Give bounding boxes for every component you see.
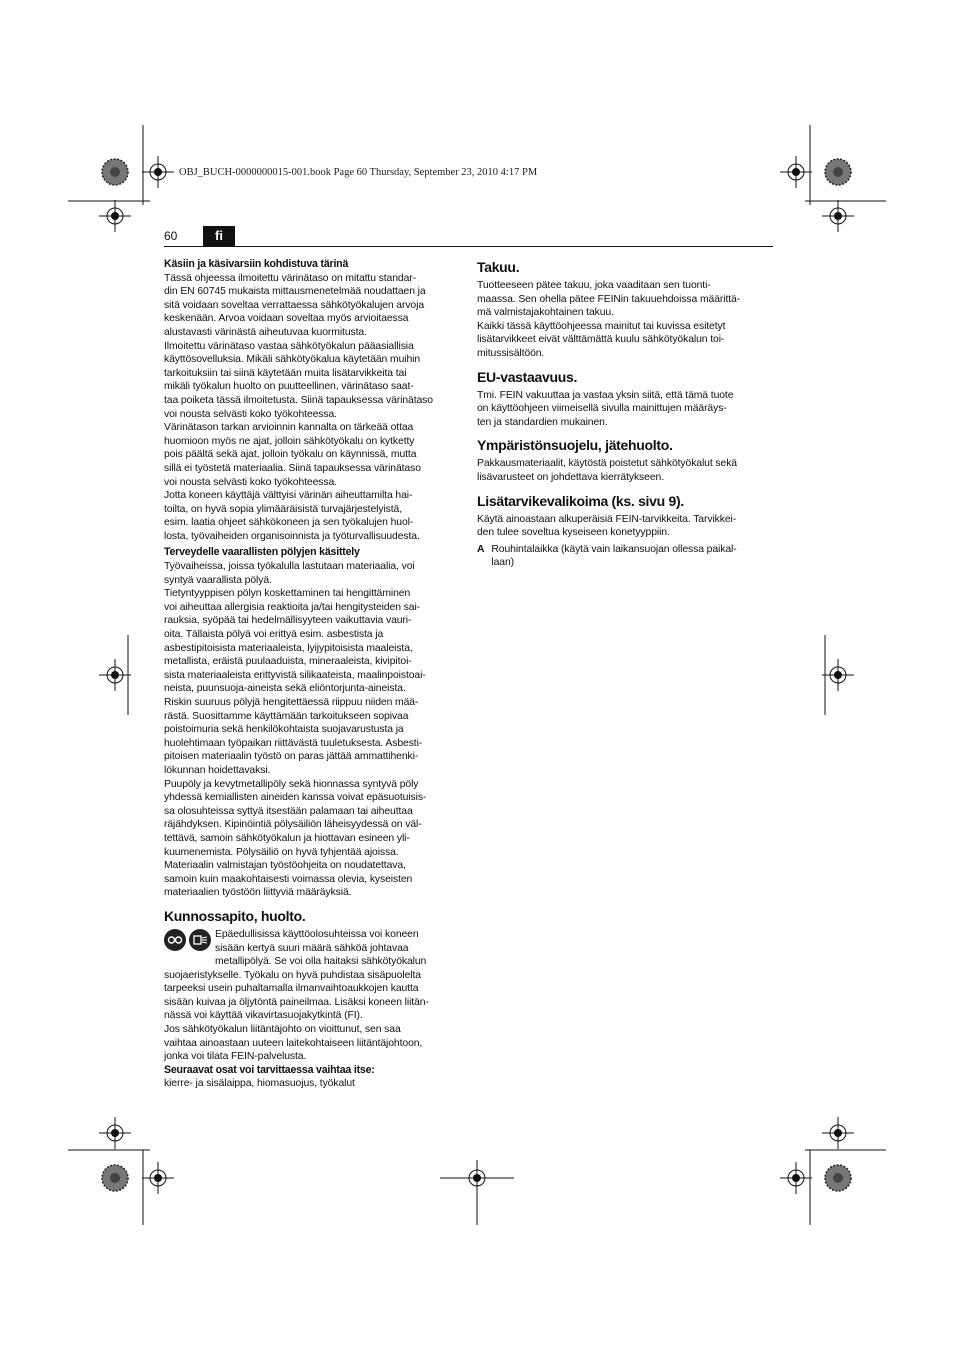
text-line: Tässä ohjeessa ilmoitettu värinätaso on mitattu standar-	[164, 272, 416, 284]
text-line: pois päältä sekä ajat, jolloin työkalu on käynnissä, mutta	[164, 449, 417, 461]
text-line: den tulee soveltua kyseiseen konetyyppiin.	[477, 527, 670, 539]
text-line: materiaalien työstöön liittyviä määräyksiä.	[164, 887, 352, 899]
text-line: lisätarvikkeet eivät välttämättä kuulu sähkötyökalun toi-	[477, 334, 725, 346]
text-line: esim. laatia ohjeet sähkökoneen ja sen työkalujen huol-	[164, 517, 414, 529]
text-line: voi nousta selvästi koko työkohteessa.	[164, 476, 337, 488]
printer-slug: OBJ_BUCH-0000000015-001.book Page 60 Thursday, September 23, 2010 4:17 PM	[179, 167, 538, 178]
text-line: Tietyntyyppisen pölyn koskettaminen tai hengittäminen	[164, 588, 411, 600]
text-line: Rouhintalaikka (käytä vain laikansuojan ollessa paikal-	[491, 543, 737, 555]
text-line: syntyä vaarallista pölyä.	[164, 574, 272, 586]
replaceable-parts-list: kierre- ja sisälaippa, hiomasuojus, työkalut	[164, 1078, 355, 1090]
text-line: mikäli työkalun huolto on puutteellinen, värinätaso saat-	[164, 381, 414, 393]
text-line: alustavasti värinästä aiheutuvaa kuormitusta.	[164, 326, 367, 338]
text-line: Ilmoitettu värinätaso vastaa sähkötyökalun pääasiallisia	[164, 340, 414, 352]
page-number: 60	[164, 229, 178, 243]
dust-heading: Terveydelle vaarallisten pölyjen käsittely	[164, 546, 360, 559]
legend-description	[491, 543, 736, 570]
accessories-heading: Lisätarvikevalikoima (ks. sivu 9).	[477, 492, 684, 509]
eu-conformity-text	[477, 389, 773, 430]
text-line: oita. Tällaista pölyä voi erittyä esim. asbestista ja	[164, 629, 384, 641]
text-line: kuumenemista. Pölysäiliö on hyvä tyhjentää ajoissa.	[164, 846, 399, 858]
text-line: Jos sähkötyökalun liitäntäjohto on vioittunut, sen saa	[164, 1024, 401, 1036]
maintenance-heading: Kunnossapito, huolto.	[164, 907, 306, 924]
text-line: maassa. Sen ohella pätee FEINin takuuehdoissa määrittä-	[477, 293, 741, 305]
warranty-text	[477, 279, 773, 361]
text-line: lisävarusteet on johdettava kierrätykseen.	[477, 471, 664, 483]
text-line: huomioon myös ne ajat, jolloin sähkötyökalu on kytketty	[164, 435, 415, 447]
maintenance-text	[164, 969, 460, 1064]
legend-key: A	[477, 543, 485, 555]
text-line: jonka voi tilata FEIN-palvelusta.	[164, 1051, 307, 1063]
text-line: neista, puunsuoja-aineista sekä eliöntorjunta-aineista.	[164, 683, 406, 695]
warranty-heading: Takuu.	[477, 259, 520, 275]
text-line: rauksia, syöpää tai hedelmällisyyteen vaikuttavia vauri-	[164, 615, 412, 627]
text-line: Tmi. FEIN vakuuttaa ja vastaa yksin siitä, että tämä tuote	[477, 389, 734, 401]
text-line: sa olosuhteissa syttyä itsestään palamaan tai aiheuttaa	[164, 805, 413, 817]
text-line: räjähdyksen. Kipinöintiä pölysäiliön läheisyydessä on väl-	[164, 819, 422, 831]
text-line: Jotta koneen käyttäjä välttyisi värinän aiheuttamilta hai-	[164, 490, 413, 502]
text-line: tarpeeksi usein puhaltamalla ilmanvaihtoaukkojen kautta	[164, 983, 419, 995]
text-line: sitä voidaan soveltaa verrattaessa sähkötyökalujen arvoja	[164, 299, 424, 311]
text-line: asbestipitoisista materiaaleista, lyijypitoisista maaleista,	[164, 642, 413, 654]
text-line: Työvaiheissa, joissa työkalulla lastutaan materiaalia, voi	[164, 561, 415, 573]
text-line: sisään kuivaa ja öljytöntä paineilmaa. Lisäksi koneen liitän-	[164, 996, 429, 1008]
header-divider	[164, 246, 773, 247]
text-line: suojaeristykselle. Työkalu on hyvä puhdistaa sisäpuolelta	[164, 969, 421, 981]
text-line: Epäedullisissa käyttöolosuhteissa voi koneen	[215, 928, 419, 940]
text-line: ten ja standardien mukainen.	[477, 416, 608, 428]
text-line: vaihtaa ainoastaan uuteen laitekohtaiseen liitäntäjohtoon,	[164, 1037, 423, 1049]
text-line: Puupöly ja kevytmetallipöly sekä hionnassa syntyvä pöly	[164, 778, 419, 790]
text-line: Käytä ainoastaan alkuperäisiä FEIN-tarvikkeita. Tarvikkei-	[477, 513, 737, 525]
compressed-air-cleaning-icon	[189, 929, 211, 951]
text-line: Tuotteeseen pätee takuu, joka vaaditaan sen tuonti-	[477, 280, 711, 291]
text-line: Värinätason tarkan arvioinnin kannalta on tärkeää ottaa	[164, 422, 414, 434]
text-line: samoin kuin maakohtaisesti voimassa olevia, kyseisten	[164, 873, 413, 885]
text-line: sillä ei työstetä materiaalia. Siinä tapauksessa värinätaso	[164, 462, 421, 474]
text-line: pitoisen materiaalin työstö on paras jättää ammattihenki-	[164, 751, 419, 763]
text-line: metallista, eräistä puulaaduista, mineraaleista, kivipitoi-	[164, 656, 412, 668]
text-line: huolehtimaan työpaikan riittävästä tuuletuksesta. Asbesti-	[164, 737, 423, 749]
text-line: taa poiketa tässä ilmoitetusta. Siinä tapauksessa värinätaso	[164, 394, 433, 406]
language-tab: fi	[203, 226, 235, 246]
accessories-text	[477, 513, 773, 540]
text-line: din EN 60745 mukaista mittausmenetelmää noudattaen ja	[164, 286, 426, 298]
text-line: Pakkausmateriaalit, käytöstä poistetut sähkötyökalut sekä	[477, 458, 737, 470]
text-line: yhdessä kemiallisten aineiden kanssa voivat epäsuotuisis-	[164, 792, 427, 804]
text-line: on käyttöohjeen viimeisellä sivulla mainittujen määräys-	[477, 403, 727, 415]
text-line: poistoimuria sekä henkilökohtaista suojavarustusta ja	[164, 724, 404, 736]
text-line: laan)	[491, 557, 515, 569]
text-line: tarkoituksiin tai siinä käytetään muita lisätarvikkeita tai	[164, 367, 407, 379]
text-line: voi nousta selvästi koko työkohteessa.	[164, 408, 337, 420]
left-column	[164, 258, 460, 1091]
maintenance-intro	[215, 928, 460, 969]
text-line: käyttösovelluksia. Mikäli sähkötyökalua käytetään muihin	[164, 354, 421, 366]
text-line: losta, työvaiheiden organisoinnista ja työturvallisuudesta.	[164, 530, 420, 542]
text-line: nässä voi käyttää vikavirtasuojakytkintä (FI).	[164, 1010, 363, 1022]
text-line: Materiaalin valmistajan työstöohjeita on noudatettava,	[164, 860, 406, 872]
accessory-legend-item	[477, 543, 773, 570]
environment-heading: Ympäristönsuojelu, jätehuolto.	[477, 437, 673, 454]
maintenance-icons	[164, 928, 211, 969]
vibration-heading: Käsiin ja käsivarsiin kohdistuva tärinä	[164, 258, 349, 270]
text-line: Riskin suuruus pölyjä hengitettäessä riippuu niiden mää-	[164, 697, 419, 708]
text-line: keskenään. Arvoa voidaan soveltaa myös arvioitaessa	[164, 313, 409, 325]
text-line: Kaikki tässä käyttöohjeessa mainitut tai kuvissa esitetyt	[477, 320, 726, 332]
safety-glasses-icon	[164, 929, 186, 951]
text-line: mitussisältöön.	[477, 347, 545, 359]
text-line: toilta, on hyvä sopia ylimääräisistä turvajärjestelyistä,	[164, 503, 403, 515]
text-line: mä valmistajakohtainen takuu.	[477, 307, 614, 319]
eu-conformity-heading: EU-vastaavuus.	[477, 368, 578, 385]
text-line: metallipölyä. Se voi olla haitaksi sähkötyökalun	[215, 956, 427, 968]
text-line: tettävä, samoin sähkötyökalun ja hiottavan esineen yli-	[164, 832, 410, 844]
text-line: sisään kertyä suuri määrä sähköä johtavaa	[215, 942, 409, 954]
text-line: rästä. Suosittamme käyttämään tarkoitukseen sopivaa	[164, 710, 409, 722]
vibration-text	[164, 272, 460, 544]
text-line: lökunnan hoidettavaksi.	[164, 764, 271, 776]
dust-text	[164, 560, 460, 900]
environment-text	[477, 457, 773, 484]
right-column	[477, 258, 773, 570]
maintenance-icon-block	[164, 928, 460, 969]
text-line: voi aiheuttaa allergisia reaktioita ja/tai hengitysteiden sai-	[164, 601, 421, 613]
text-line: sista materiaaleista erittyvistä silikaateista, maalinpoistoai-	[164, 669, 426, 681]
replaceable-parts-heading: Seuraavat osat voi tarvittaessa vaihtaa itse:	[164, 1063, 375, 1076]
